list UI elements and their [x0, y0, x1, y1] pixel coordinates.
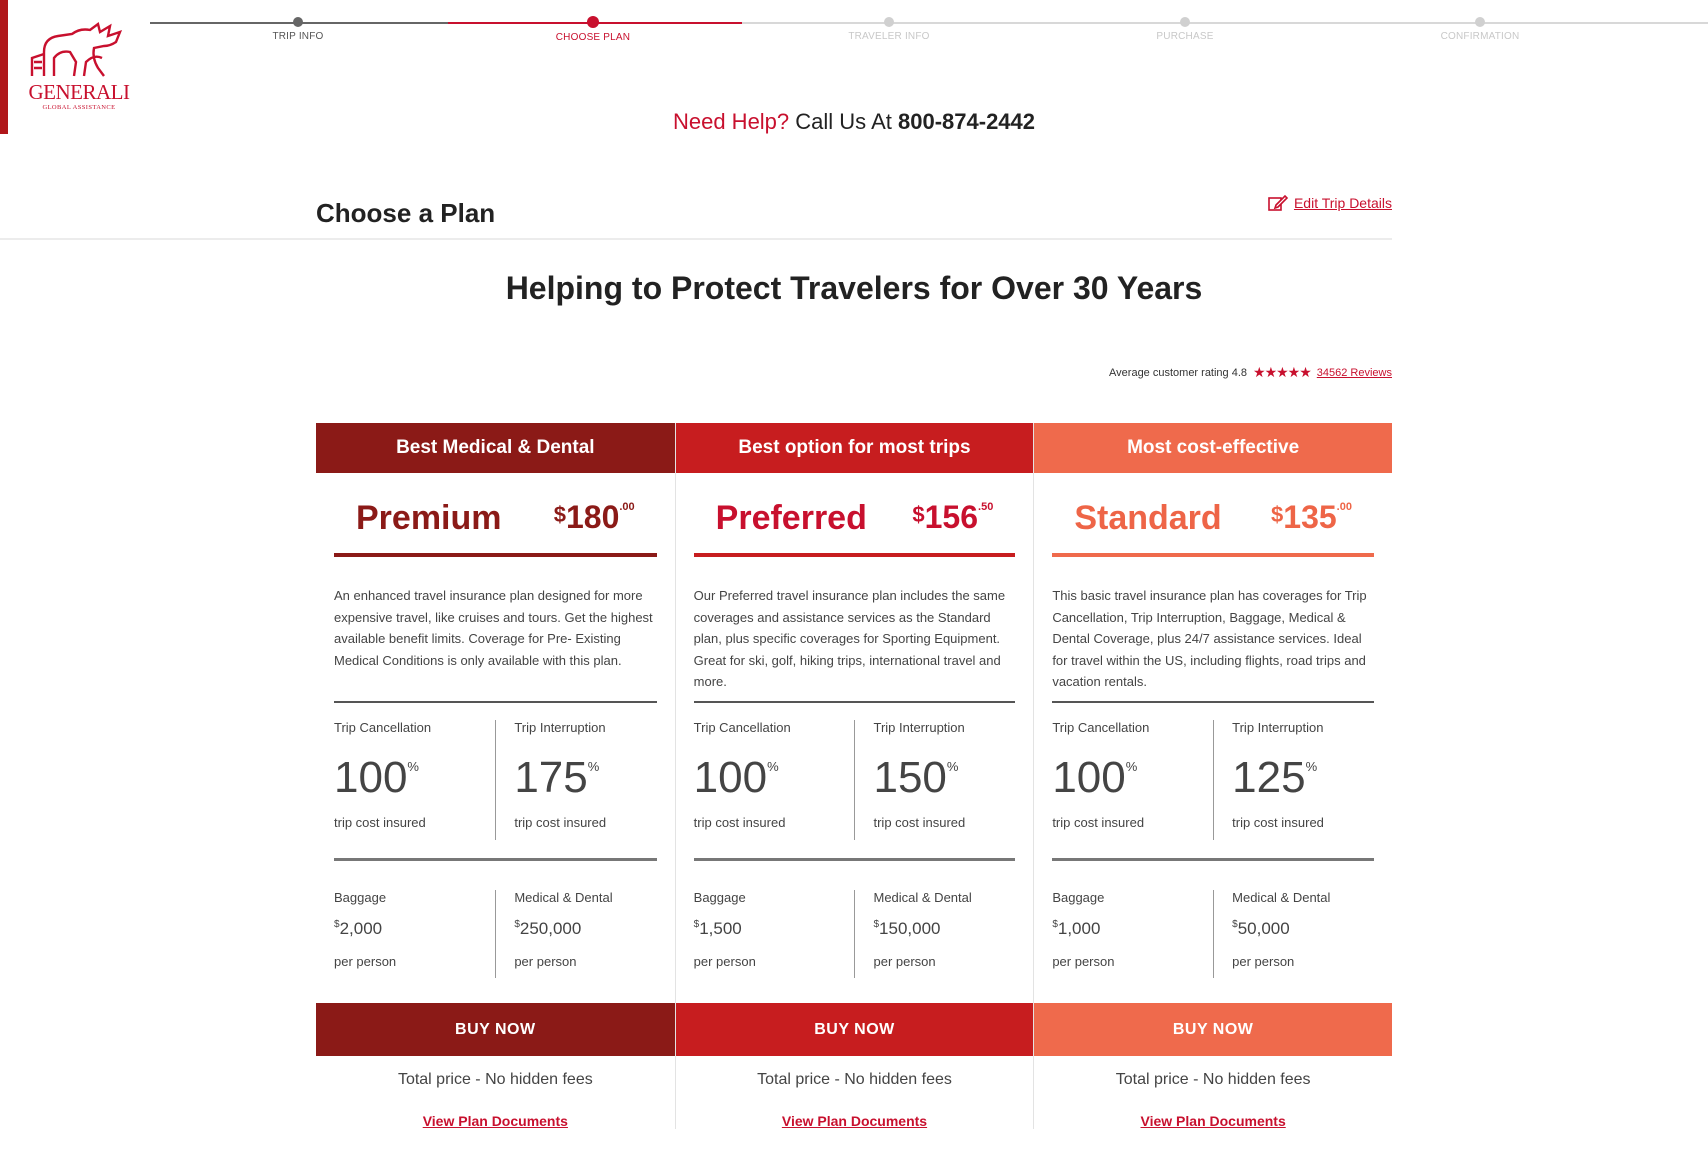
price-value: 135 [1283, 499, 1337, 535]
plan-description: An enhanced travel insurance plan designed for more expensive travel, like cruises and tours. Get the highest available benefit limits. Coverage for Pre- Existing Medical Conditions is only available with this plan. [334, 588, 653, 668]
lion-logo-icon [24, 18, 134, 80]
step-confirmation [1400, 17, 1560, 42]
baggage-cell [334, 890, 495, 978]
percent-value: 150 [873, 753, 947, 802]
coverage-percent [514, 753, 656, 803]
brand-name: GENERALI [28, 80, 130, 104]
percent-value: 100 [693, 753, 768, 802]
amount-value: 2,000 [339, 919, 383, 938]
view-plan-documents-link-standard[interactable]: View Plan Documents [1140, 1113, 1286, 1129]
percent-value: 100 [334, 753, 408, 802]
customer-rating [1109, 364, 1392, 381]
coverage-percent [334, 753, 495, 803]
coverage-percent [1052, 753, 1213, 803]
page-headline: Helping to Protect Travelers for Over 30 Years [505, 270, 1203, 306]
baggage-cell [694, 890, 855, 978]
plan-price [1271, 499, 1352, 536]
plan-card-premium [316, 423, 675, 1129]
amount-value: 1,500 [699, 919, 742, 938]
amount-currency: $ [693, 919, 700, 930]
price-value: 180 [565, 499, 620, 535]
coverage-note: trip cost insured [1052, 815, 1145, 830]
medical-dental-cell [854, 890, 1015, 978]
coverage-label: Trip Cancellation [334, 720, 432, 735]
coverage-percent-grid [694, 703, 1016, 858]
plan-name: Standard [1074, 499, 1222, 537]
step-label: CHOOSE PLAN [555, 32, 631, 43]
coverage-label: Medical & Dental [514, 890, 613, 905]
total-price-note: Total price - No hidden fees [1115, 1071, 1311, 1088]
view-plan-documents-link-preferred[interactable]: View Plan Documents [781, 1113, 928, 1129]
coverage-label: Trip Interruption [1232, 720, 1324, 735]
buy-now-button-standard[interactable]: BUY NOW [1034, 1003, 1392, 1056]
price-currency: $ [1271, 502, 1284, 527]
coverage-percent-grid [1052, 703, 1374, 858]
per-person-note: per person [693, 954, 756, 969]
plan-tag: Best Medical & Dental [316, 423, 675, 473]
plan-name: Preferred [715, 499, 867, 537]
step-label: CONFIRMATION [1440, 31, 1520, 42]
amount-value: 1,000 [1057, 919, 1101, 938]
trip-interruption-cell [1213, 720, 1374, 840]
step-dot [293, 17, 303, 27]
edit-trip-details-link[interactable] [1268, 194, 1392, 212]
plan-card-standard [1033, 423, 1392, 1129]
per-person-note: per person [514, 954, 577, 969]
coverage-percent [694, 753, 855, 803]
percent-sign: % [767, 759, 779, 774]
percent-sign: % [946, 759, 959, 774]
plan-name-row [334, 473, 657, 553]
step-label: TRAVELER INFO [848, 31, 930, 42]
amount-value: 50,000 [1237, 919, 1290, 938]
price-value: 156 [924, 499, 979, 535]
total-price-note: Total price - No hidden fees [757, 1071, 952, 1088]
checkout-progress [150, 0, 1708, 60]
step-label: PURCHASE [1156, 31, 1214, 42]
coverage-label: Baggage [334, 890, 387, 905]
price-cents: .00 [619, 501, 635, 513]
plan-name-row [1052, 473, 1374, 553]
coverage-note: trip cost insured [693, 815, 786, 830]
coverage-note: trip cost insured [334, 815, 426, 830]
amount-currency: $ [334, 919, 340, 930]
rating-stars-icon: ★★★★★ [1253, 364, 1311, 380]
step-dot [1180, 17, 1190, 27]
trip-cancellation-cell [694, 720, 855, 840]
plan-description: This basic travel insurance plan has coverages for Trip Cancellation, Trip Interruption, Baggage, Medical & Dental Coverage, plus 24/7 assistance services. Ideal for travel within the US, including flights, road trips and vacation rentals. [1052, 588, 1367, 689]
coverage-label: Trip Interruption [514, 720, 606, 735]
reviews-link[interactable]: 34562 Reviews [1316, 366, 1392, 379]
help-call-text: Call Us At [795, 109, 892, 134]
step-choose-plan[interactable] [513, 17, 673, 43]
help-phone-number[interactable]: 800-874-2442 [898, 109, 1036, 134]
per-person-note: per person [1232, 954, 1295, 969]
edit-icon [1268, 194, 1288, 212]
coverage-amount [873, 919, 1015, 939]
plan-card-preferred [675, 423, 1034, 1129]
percent-value: 175 [514, 753, 588, 802]
buy-now-button-premium[interactable]: BUY NOW [316, 1003, 675, 1056]
step-label: TRIP INFO [272, 31, 324, 42]
generali-logo[interactable] [24, 18, 134, 120]
edit-trip-details-label: Edit Trip Details [1293, 195, 1392, 211]
amount-currency: $ [1232, 919, 1238, 930]
percent-value: 100 [1052, 753, 1126, 802]
step-dot [587, 16, 599, 28]
buy-now-button-preferred[interactable]: BUY NOW [676, 1003, 1034, 1056]
per-person-note: per person [334, 954, 397, 969]
help-line [0, 109, 1708, 135]
coverage-label: Trip Cancellation [693, 720, 791, 735]
coverage-amount-grid [1052, 861, 1374, 1003]
per-person-note: per person [1052, 954, 1115, 969]
coverage-label: Medical & Dental [873, 890, 972, 905]
coverage-note: trip cost insured [514, 815, 607, 830]
help-question: Need Help? [672, 109, 790, 134]
coverage-amount-grid [334, 861, 657, 1003]
coverage-note: trip cost insured [873, 815, 966, 830]
percent-sign: % [1305, 759, 1318, 774]
medical-dental-cell [495, 890, 656, 978]
coverage-amount-grid [694, 861, 1016, 1003]
coverage-amount [1232, 919, 1374, 939]
amount-currency: $ [873, 919, 880, 930]
coverage-percent-grid [334, 703, 657, 858]
step-trip-info[interactable] [218, 17, 378, 42]
percent-sign: % [407, 759, 419, 774]
rating-text: Average customer rating 4.8 [1109, 366, 1248, 379]
plan-tag: Most cost-effective [1034, 423, 1392, 473]
page-title: Choose a Plan [316, 198, 496, 228]
price-currency: $ [553, 502, 566, 527]
percent-sign: % [1125, 759, 1138, 774]
plan-price [912, 499, 993, 536]
trip-interruption-cell [854, 720, 1015, 840]
coverage-amount [694, 919, 855, 939]
amount-currency: $ [1052, 919, 1058, 930]
coverage-label: Trip Cancellation [1052, 720, 1150, 735]
coverage-amount [514, 919, 656, 939]
coverage-label: Trip Interruption [873, 720, 965, 735]
percent-sign: % [587, 759, 600, 774]
plan-price [554, 499, 635, 536]
coverage-label: Baggage [693, 890, 746, 905]
step-dot [1475, 17, 1485, 27]
header-divider [0, 238, 1392, 240]
coverage-amount [1052, 919, 1213, 939]
medical-dental-cell [1213, 890, 1374, 978]
coverage-percent [873, 753, 1015, 803]
trip-interruption-cell [495, 720, 656, 840]
baggage-cell [1052, 890, 1213, 978]
amount-currency: $ [514, 919, 520, 930]
step-purchase [1105, 17, 1265, 42]
trip-cancellation-cell [334, 720, 495, 840]
plan-comparison [316, 423, 1392, 1129]
view-plan-documents-link-premium[interactable]: View Plan Documents [422, 1113, 568, 1129]
trip-cancellation-cell [1052, 720, 1213, 840]
plan-name-row [694, 473, 1016, 553]
per-person-note: per person [873, 954, 936, 969]
step-traveler-info [809, 17, 969, 42]
step-dot [884, 17, 894, 27]
price-cents: .00 [1336, 501, 1352, 513]
amount-value: 150,000 [879, 919, 941, 938]
price-currency: $ [912, 502, 925, 527]
total-price-note: Total price - No hidden fees [397, 1071, 593, 1088]
amount-value: 250,000 [519, 919, 582, 938]
coverage-amount [334, 919, 495, 939]
brand-subtitle: GLOBAL ASSISTANCE [42, 104, 116, 111]
price-cents: .50 [978, 501, 994, 513]
coverage-note: trip cost insured [1232, 815, 1324, 830]
percent-value: 125 [1232, 753, 1306, 802]
coverage-percent [1232, 753, 1374, 803]
plan-name: Premium [356, 499, 502, 537]
coverage-label: Baggage [1052, 890, 1105, 905]
coverage-label: Medical & Dental [1232, 890, 1331, 905]
plan-tag: Best option for most trips [676, 423, 1034, 473]
plan-description: Our Preferred travel insurance plan includes the same coverages and assistance services as the Standard plan, plus specific coverages for Sporting Equipment. Great for ski, golf, hiking trips, international travel and more. [693, 588, 1006, 689]
